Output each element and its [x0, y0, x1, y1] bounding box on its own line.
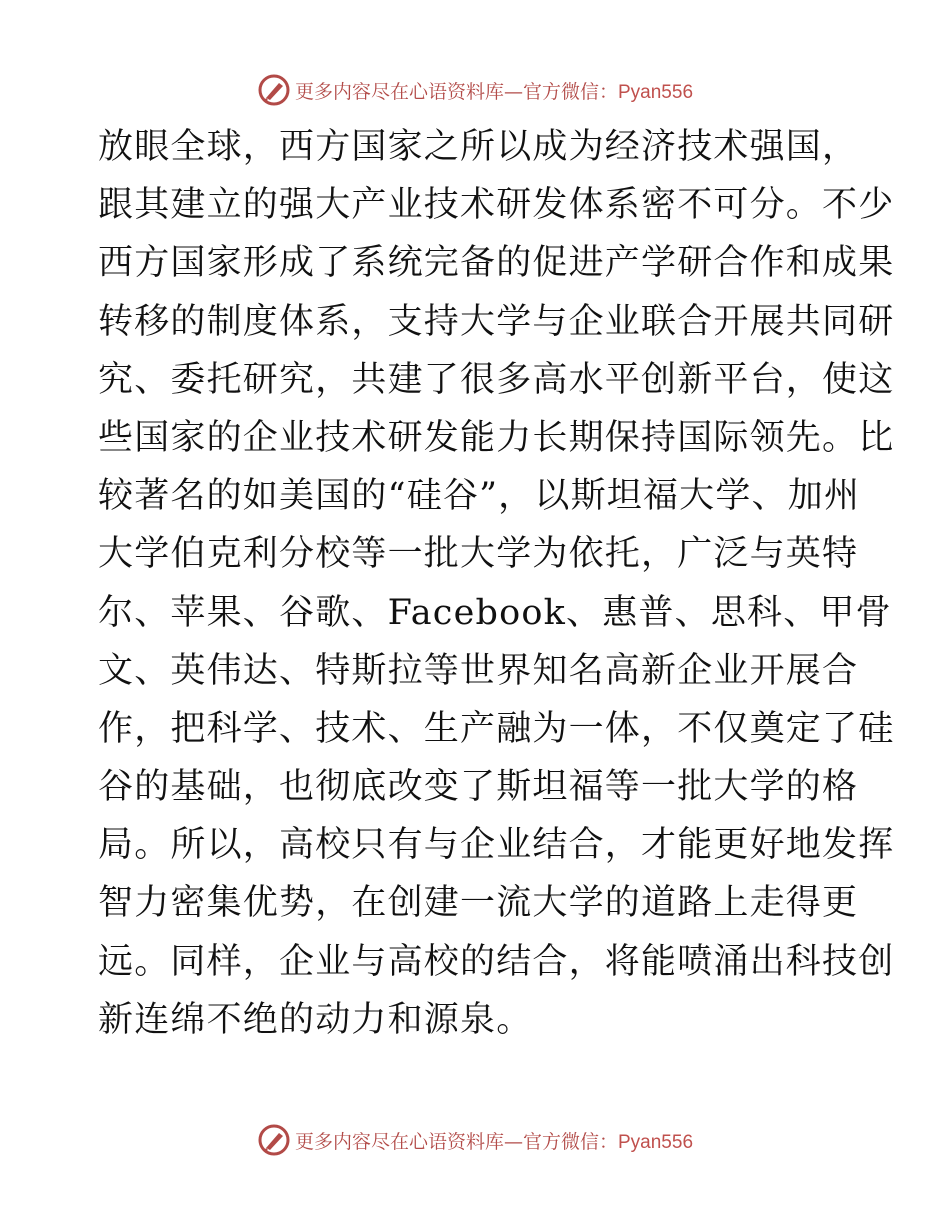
footer-site-name: 更多内容尽在心语资料库	[294, 1130, 504, 1153]
body-line: 智力密集优势，在创建一流大学的道路上走得更	[98, 883, 859, 924]
pen-circle-logo-icon	[257, 1123, 291, 1157]
body-line: 文、英伟达、特斯拉等世界知名高新企业开展合	[98, 650, 859, 691]
body-line: 新连绵不绝的动力和源泉。	[98, 999, 533, 1040]
body-line: 放眼全球，西方国家之所以成为经济技术强国，	[98, 127, 859, 167]
body-line: 大学伯克利分校等一批大学为依托，广泛与英特	[98, 534, 859, 575]
body-line: 些国家的企业技术研发能力长期保持国际领先。比	[98, 417, 895, 458]
footer-dash: —	[503, 1130, 523, 1153]
body-line: 较著名的如美国的“硅谷”，以斯坦福大学、加州	[98, 476, 861, 517]
document-body	[98, 118, 895, 1049]
header-site-name: 更多内容尽在心语资料库	[294, 80, 504, 103]
footer-banner-text	[295, 1127, 693, 1154]
body-line: 尔、苹果、谷歌、Facebook、惠普、思科、甲骨	[98, 592, 892, 633]
body-line: 跟其建立的强大产业技术研发体系密不可分。不少	[98, 185, 895, 226]
body-line: 西方国家形成了系统完备的促进产学研合作和成果	[98, 243, 895, 284]
footer-banner	[0, 1120, 950, 1160]
body-line: 转移的制度体系，支持大学与企业联合开展共同研	[98, 301, 895, 342]
body-line: 局。所以，高校只有与企业结合，才能更好地发挥	[98, 825, 895, 866]
body-line: 究、委托研究，共建了很多高水平创新平台，使这	[98, 359, 895, 400]
footer-wechat-label: 官方微信：	[522, 1130, 618, 1153]
header-wechat-id: Pyan556	[618, 81, 694, 103]
pen-circle-logo-icon	[257, 73, 291, 107]
header-banner-text	[295, 77, 693, 104]
header-dash: —	[503, 80, 523, 103]
body-line: 谷的基础，也彻底改变了斯坦福等一批大学的格	[98, 767, 859, 808]
header-wechat-label: 官方微信：	[522, 80, 618, 103]
header-banner	[0, 70, 950, 110]
body-line: 作，把科学、技术、生产融为一体，不仅奠定了硅	[98, 708, 895, 749]
body-line: 远。同样，企业与高校的结合，将能喷涌出科技创	[98, 941, 895, 982]
footer-wechat-id: Pyan556	[618, 1131, 694, 1153]
